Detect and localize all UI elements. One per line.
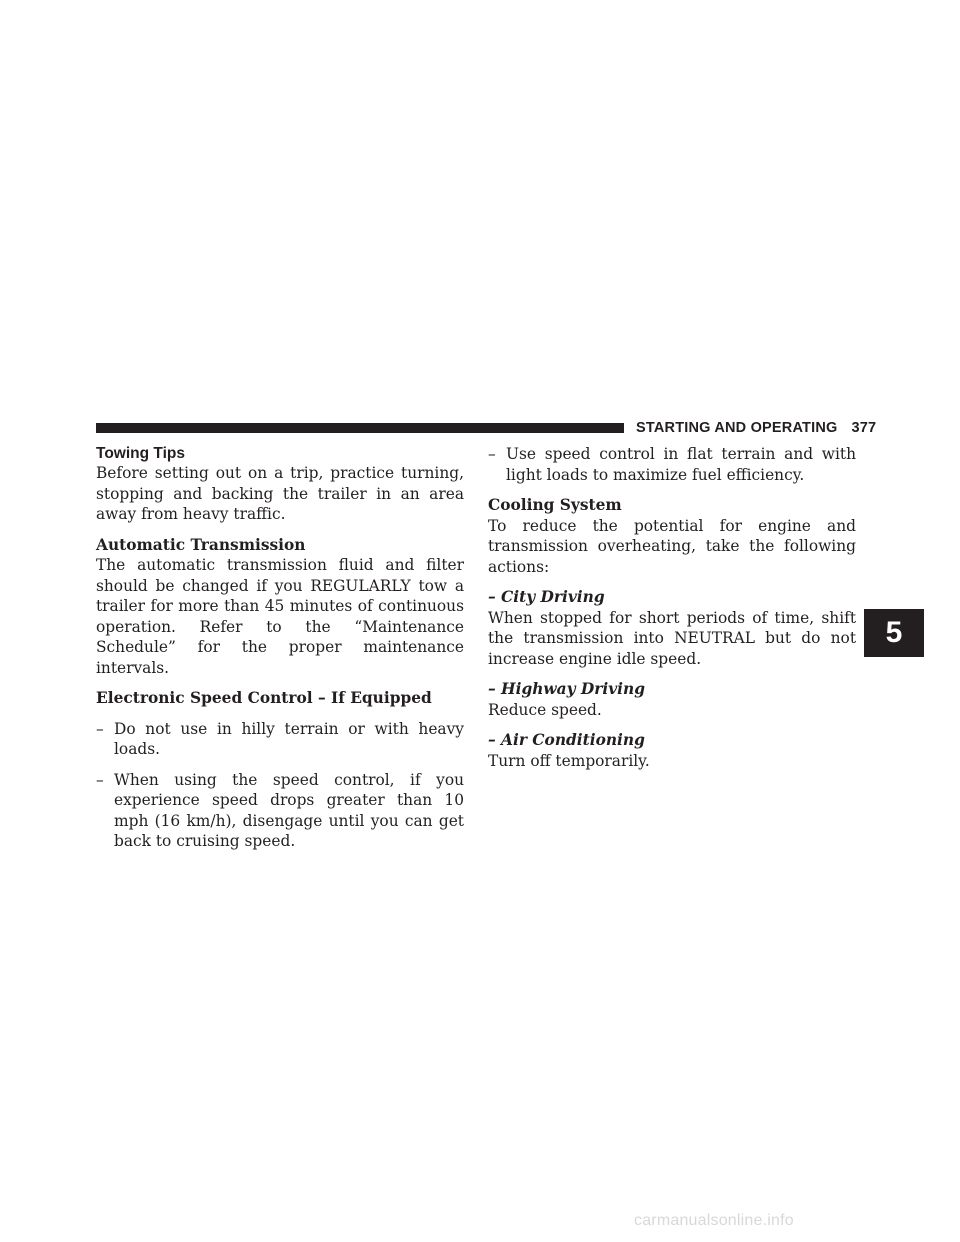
list-item	[96, 719, 464, 760]
bullet-text: Do not use in hilly terrain or with heavy loads.	[114, 719, 464, 758]
bullet-text: Use speed control in flat terrain and with light loads to maximize fuel efficiency.	[506, 445, 856, 484]
air-conditioning-text: Turn off temporarily.	[488, 751, 650, 770]
section-title-towing-tips: Towing Tips	[96, 445, 185, 462]
header-rule	[96, 423, 624, 433]
heading-air-conditioning: – Air Conditioning	[488, 731, 645, 749]
subtitle-speed-control: Electronic Speed Control – If Equipped	[96, 689, 432, 707]
watermark: carmanualsonline.info	[634, 1212, 794, 1229]
chapter-tab: 5	[864, 609, 924, 657]
list-item	[488, 444, 856, 485]
cooling-system-text: To reduce the potential for engine and transmission overheating, take the following actions:	[488, 516, 856, 576]
dash-marker: –	[96, 770, 104, 789]
city-driving-text: When stopped for short periods of time, shift the transmission into NEUTRAL but do not increase engine idle speed.	[488, 608, 856, 668]
subtitle-automatic-transmission: Automatic Transmission	[96, 535, 306, 554]
highway-driving-text: Reduce speed.	[488, 700, 602, 719]
automatic-transmission-text: The automatic transmission fluid and filter should be changed if you REGULARLY tow a trailer for more than 45 minutes of continuous operation. Refer to the “Maintenance Schedule” for the proper maintenance intervals.	[96, 556, 464, 677]
bullet-text: When using the speed control, if you experience speed drops greater than 10 mph (16 km/h), disengage until you can get back to cruising speed.	[114, 770, 464, 850]
heading-highway-driving: – Highway Driving	[488, 680, 645, 698]
header-title: STARTING AND OPERATING	[636, 420, 838, 436]
dash-marker: –	[488, 445, 496, 463]
towing-tips-intro: Before setting out on a trip, practice turning, stopping and backing the trailer in an area away from heavy traffic.	[96, 464, 464, 523]
left-column	[96, 444, 464, 862]
list-item	[96, 770, 464, 852]
heading-city-driving: – City Driving	[488, 588, 605, 606]
dash-marker: –	[96, 719, 104, 738]
page-number: 377	[851, 420, 877, 436]
subtitle-cooling-system: Cooling System	[488, 496, 622, 514]
running-header	[636, 420, 877, 436]
right-column	[488, 444, 856, 781]
